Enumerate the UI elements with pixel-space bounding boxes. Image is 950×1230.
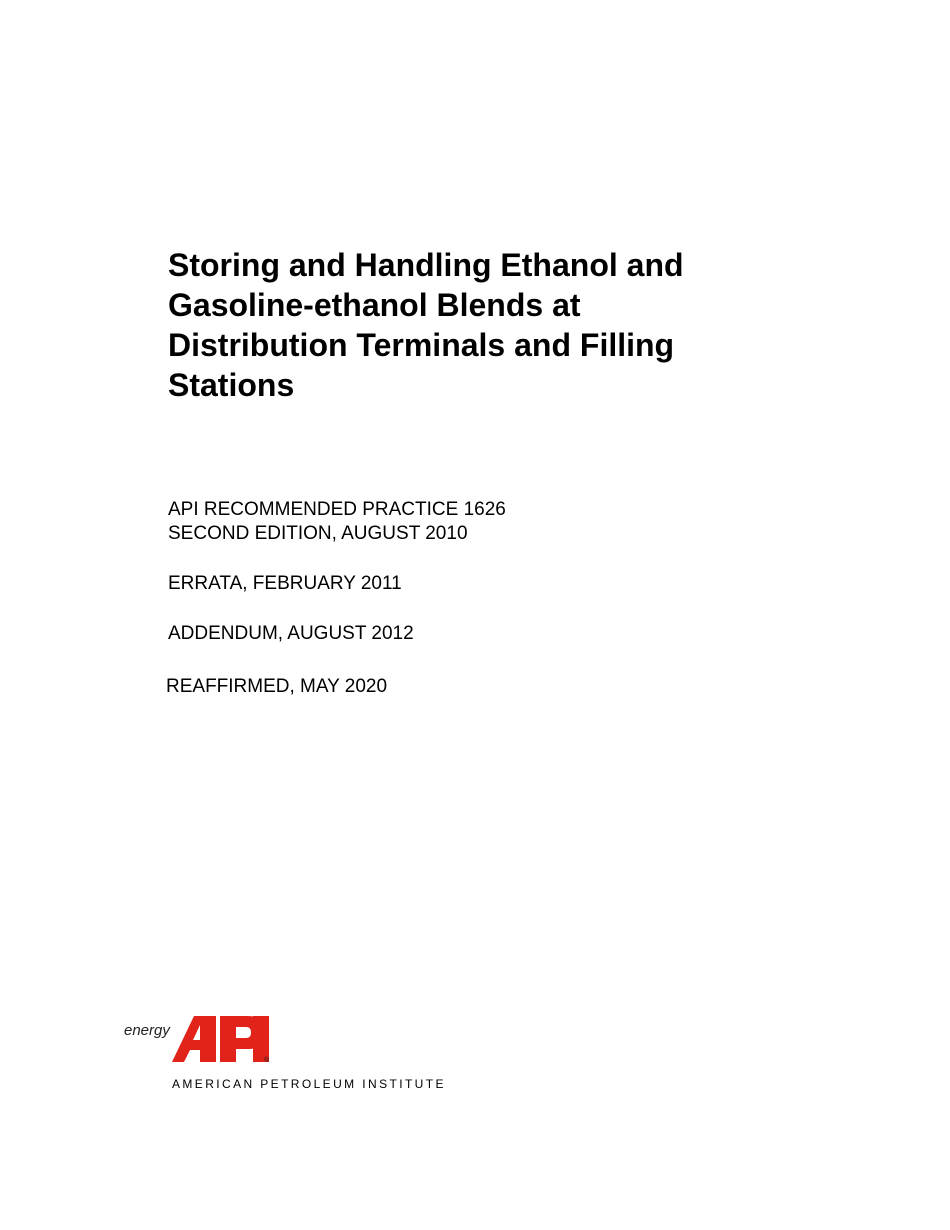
registered-mark: ® (264, 1057, 270, 1064)
title-line-1: Storing and Handling Ethanol and (168, 247, 684, 283)
addendum-line: ADDENDUM, AUGUST 2012 (168, 623, 414, 644)
edition-line: SECOND EDITION, AUGUST 2010 (168, 523, 468, 544)
api-letters-icon (172, 1016, 269, 1062)
title-line-3: Distribution Terminals and Filling (168, 327, 675, 363)
standard-designation: API RECOMMENDED PRACTICE 1626 (168, 499, 506, 520)
api-logo-mark-icon (120, 1010, 440, 1074)
document-title (168, 245, 808, 405)
title-line-2: Gasoline-ethanol Blends at (168, 287, 581, 323)
api-logo (120, 1010, 446, 1100)
errata-line: ERRATA, FEBRUARY 2011 (168, 573, 402, 594)
title-line-4: Stations (168, 367, 295, 403)
reaffirmed-line: REAFFIRMED, MAY 2020 (166, 676, 388, 697)
logo-tagline: energy (124, 1022, 170, 1039)
organization-name: AMERICAN PETROLEUM INSTITUTE (172, 1077, 446, 1091)
